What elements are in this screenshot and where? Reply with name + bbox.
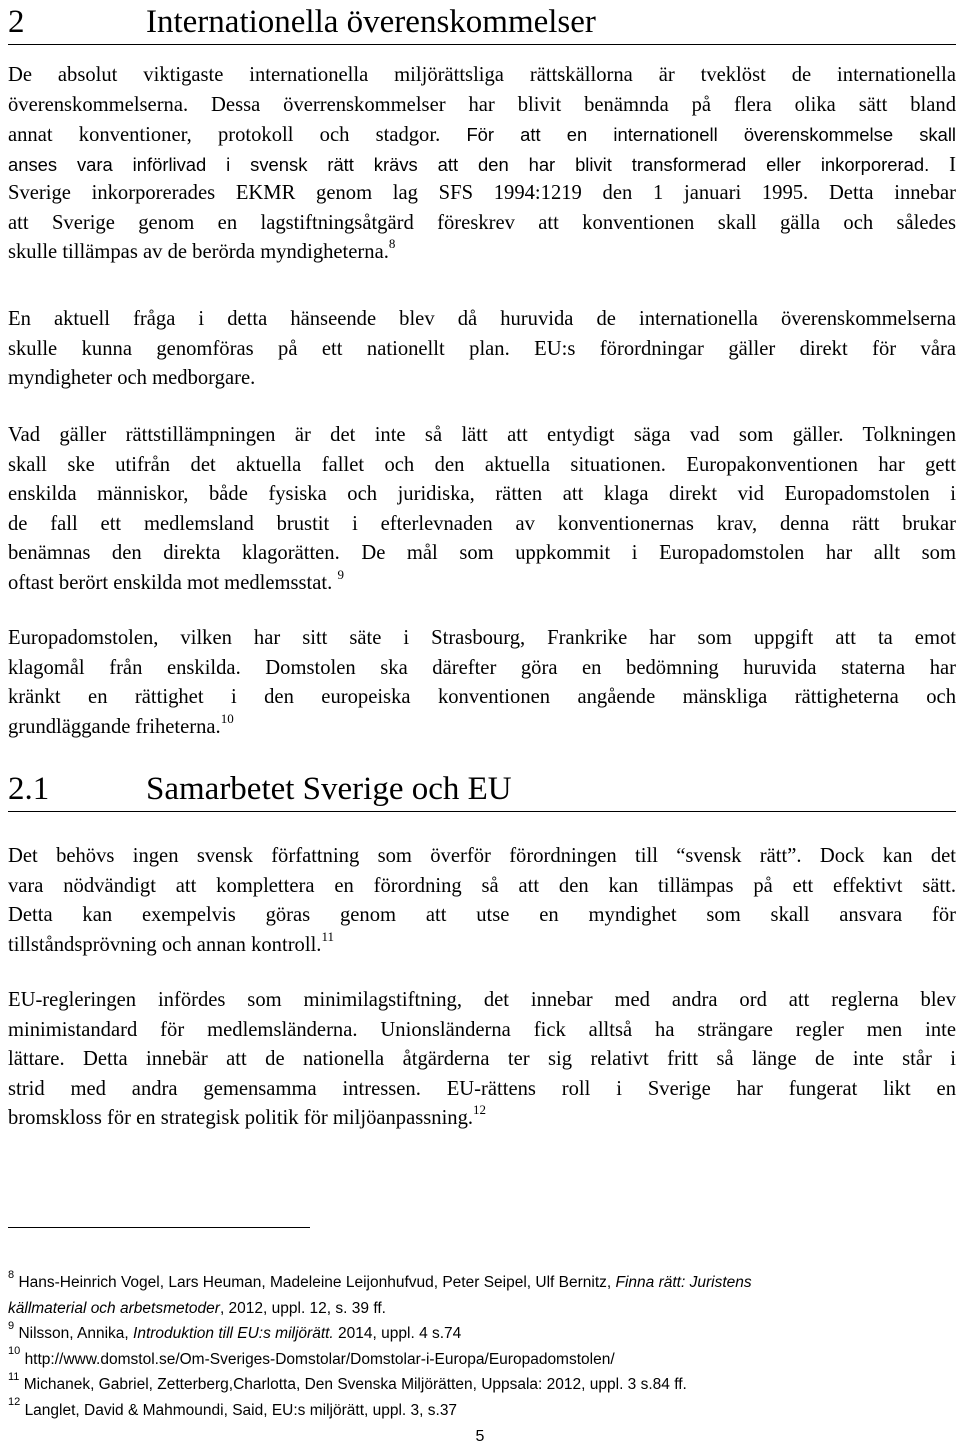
text-span: annat konventioner, protokoll och stadgor.	[8, 124, 441, 146]
section-number: 2.1	[8, 771, 50, 807]
text-line	[8, 150, 956, 180]
footnote-text: 2014, uppl. 4 s.74	[333, 1325, 462, 1342]
footnote-title: Finna rätt: Juristens	[615, 1274, 752, 1291]
text-line: minimistandard för medlemsländerna. Unionsländerna fick alltså ha strängare regler men inte	[8, 1018, 956, 1041]
footnote-text: Michanek, Gabriel, Zetterberg,Charlotta, Den Svenska Miljörätten, Uppsala: 2012, uppl. 3 s.84 ff.	[23, 1376, 687, 1393]
text-span: Sverige inkorporerades EKMR genom lag SFS 1994:1219 den 1 januari 1995.	[8, 182, 809, 204]
footnote-link[interactable]: http://www.domstol.se/Om-Sveriges-Domstolar/Domstolar-i-Europa/Europadomstolen/	[24, 1350, 615, 1368]
footnote-ref[interactable]: 9	[337, 566, 344, 582]
footnote-ref[interactable]: 10	[220, 710, 234, 726]
footnote-number: 10	[8, 1345, 21, 1358]
text-line	[8, 1104, 956, 1134]
text-span: För att en internationell överenskommelse skall	[466, 124, 956, 145]
text-span: bromskloss för en strategisk politik för miljöanpassning.	[8, 1107, 474, 1129]
text-line	[8, 238, 956, 268]
paragraph-3	[8, 421, 956, 598]
text-span: tillståndsprövning och annan kontroll.	[8, 933, 322, 956]
page-number: 5	[475, 1428, 485, 1445]
footnote-number: 8	[8, 1268, 15, 1281]
text-line: Europadomstolen, vilken har sitt säte i Strasbourg, Frankrike har som uppgift att ta emot	[8, 627, 956, 649]
footnote-separator	[8, 1227, 310, 1228]
text-line: benämnas den direkta klagorätten. De mål som uppkommit i Europadomstolen har allt som	[8, 542, 956, 564]
text-line: Vad gäller rättstillämpningen är det inte så lätt att entydigt säga vad som gäller. Tolkningen	[8, 424, 956, 446]
text-line: vara nödvändigt att komplettera en förordning så att den kan tillämpas på ett effektivt sätt.	[8, 874, 956, 897]
chapter-number: 2	[8, 4, 25, 40]
footnotes	[8, 1270, 958, 1423]
text-line: att Sverige genom en lagstiftningsåtgärd föreskrev att konventionen skall gälla och således	[8, 211, 956, 234]
text-line: klagomål från enskilda. Domstolen ska därefter göra en bedömning huruvida staterna har	[8, 656, 956, 679]
text-line: överenskommelserna. Dessa överrenskommelser har blivit benämnda på flera olika sätt bland	[8, 93, 956, 116]
footnote-ref[interactable]: 11	[321, 928, 334, 944]
text-span: grundläggande friheterna.	[8, 715, 221, 738]
text-line: kränkt en rättighet i den europeiska konventionen angående mänskliga rättigheterna och	[8, 686, 956, 708]
footnote-text: Langlet, David & Mahmoundi, Said, EU:s miljörätt, uppl. 3, s.37	[24, 1401, 458, 1419]
text-line: Det behövs ingen svensk författning som överför förordningen till “svensk rätt”. Dock kan det	[8, 845, 956, 867]
text-line	[8, 120, 956, 150]
text-line: lättare. Detta innebär att de nationella åtgärderna ter sig relativt fritt så länge de inte står i	[8, 1048, 956, 1070]
footnote-11	[8, 1372, 958, 1398]
text-line	[8, 710, 956, 743]
text-line: skall ske utifrån det aktuella fallet och den aktuella situationen. Europakonventionen har gett	[8, 453, 956, 476]
section-heading	[8, 769, 956, 812]
footnote-text: Nilsson, Annika,	[18, 1325, 134, 1342]
text-line: enskilda människor, både fysiska och juridiska, rätten att klaga direkt vid Europadomstolen i	[8, 483, 956, 505]
text-span: oftast berört enskilda mot medlemsstat.	[8, 571, 333, 594]
text-line: strid med andra gemensamma intressen. EU-rättens roll i Sverige har fungerat likt en	[8, 1077, 956, 1100]
text-span: I	[949, 153, 956, 176]
paragraph-1	[8, 61, 956, 268]
footnote-text: , 2012, uppl. 12, s. 39 ff.	[219, 1299, 386, 1317]
footnote-text: Hans-Heinrich Vogel, Lars Heuman, Madeleine Leijonhufvud, Peter Seipel, Ulf Bernitz,	[18, 1274, 616, 1291]
paragraph-4	[8, 624, 956, 742]
text-span: Detta innebar	[828, 182, 956, 204]
footnote-title: källmaterial och arbetsmetoder	[8, 1299, 220, 1317]
footnote-number: 9	[8, 1319, 15, 1332]
text-line	[8, 928, 956, 961]
footnote-9	[8, 1321, 958, 1347]
text-span: anses vara införlivad i svensk rätt krävs att den har blivit transformerad eller inkorporerad.	[8, 153, 930, 175]
section-title: Samarbetet Sverige och EU	[146, 771, 512, 807]
footnote-12	[8, 1398, 958, 1424]
paragraph-2	[8, 305, 956, 394]
footnote-10	[8, 1347, 958, 1373]
paragraph-6	[8, 986, 956, 1134]
text-span: skulle tillämpas av de berörda myndigheterna.	[8, 241, 389, 263]
text-line: Detta kan exempelvis göras genom att utse en myndighet som skall ansvara för	[8, 904, 956, 926]
text-line: skulle kunna genomföras på ett nationellt plan. EU:s förordningar gäller direkt för våra	[8, 337, 956, 360]
footnote-8	[8, 1270, 958, 1296]
text-line: De absolut viktigaste internationella miljörättsliga rättskällorna är tveklöst de internationella	[8, 64, 956, 86]
text-line: En aktuell fråga i detta hänseende blev då huruvida de internationella överenskommelserna	[8, 308, 956, 330]
paragraph-5	[8, 842, 956, 960]
chapter-title: Internationella överenskommelser	[146, 4, 596, 40]
footnote-ref[interactable]: 12	[473, 1102, 487, 1118]
chapter-heading	[8, 2, 956, 45]
footnote-title: Introduktion till EU:s miljörätt.	[133, 1325, 334, 1342]
footnote-ref[interactable]: 8	[388, 236, 396, 252]
text-line	[8, 179, 956, 209]
text-line: de fall ett medlemsland brustit i efterlevnaden av konventionernas krav, denna rätt brukar	[8, 512, 956, 535]
footnote-number: 11	[8, 1370, 20, 1383]
text-line: myndigheter och medborgare.	[8, 367, 256, 389]
footnote-8-cont	[8, 1296, 958, 1322]
footnote-number: 12	[8, 1396, 21, 1409]
text-line	[8, 566, 956, 599]
text-line: EU-regleringen infördes som minimilagstiftning, det innebar med andra ord att reglerna blev	[8, 989, 956, 1011]
